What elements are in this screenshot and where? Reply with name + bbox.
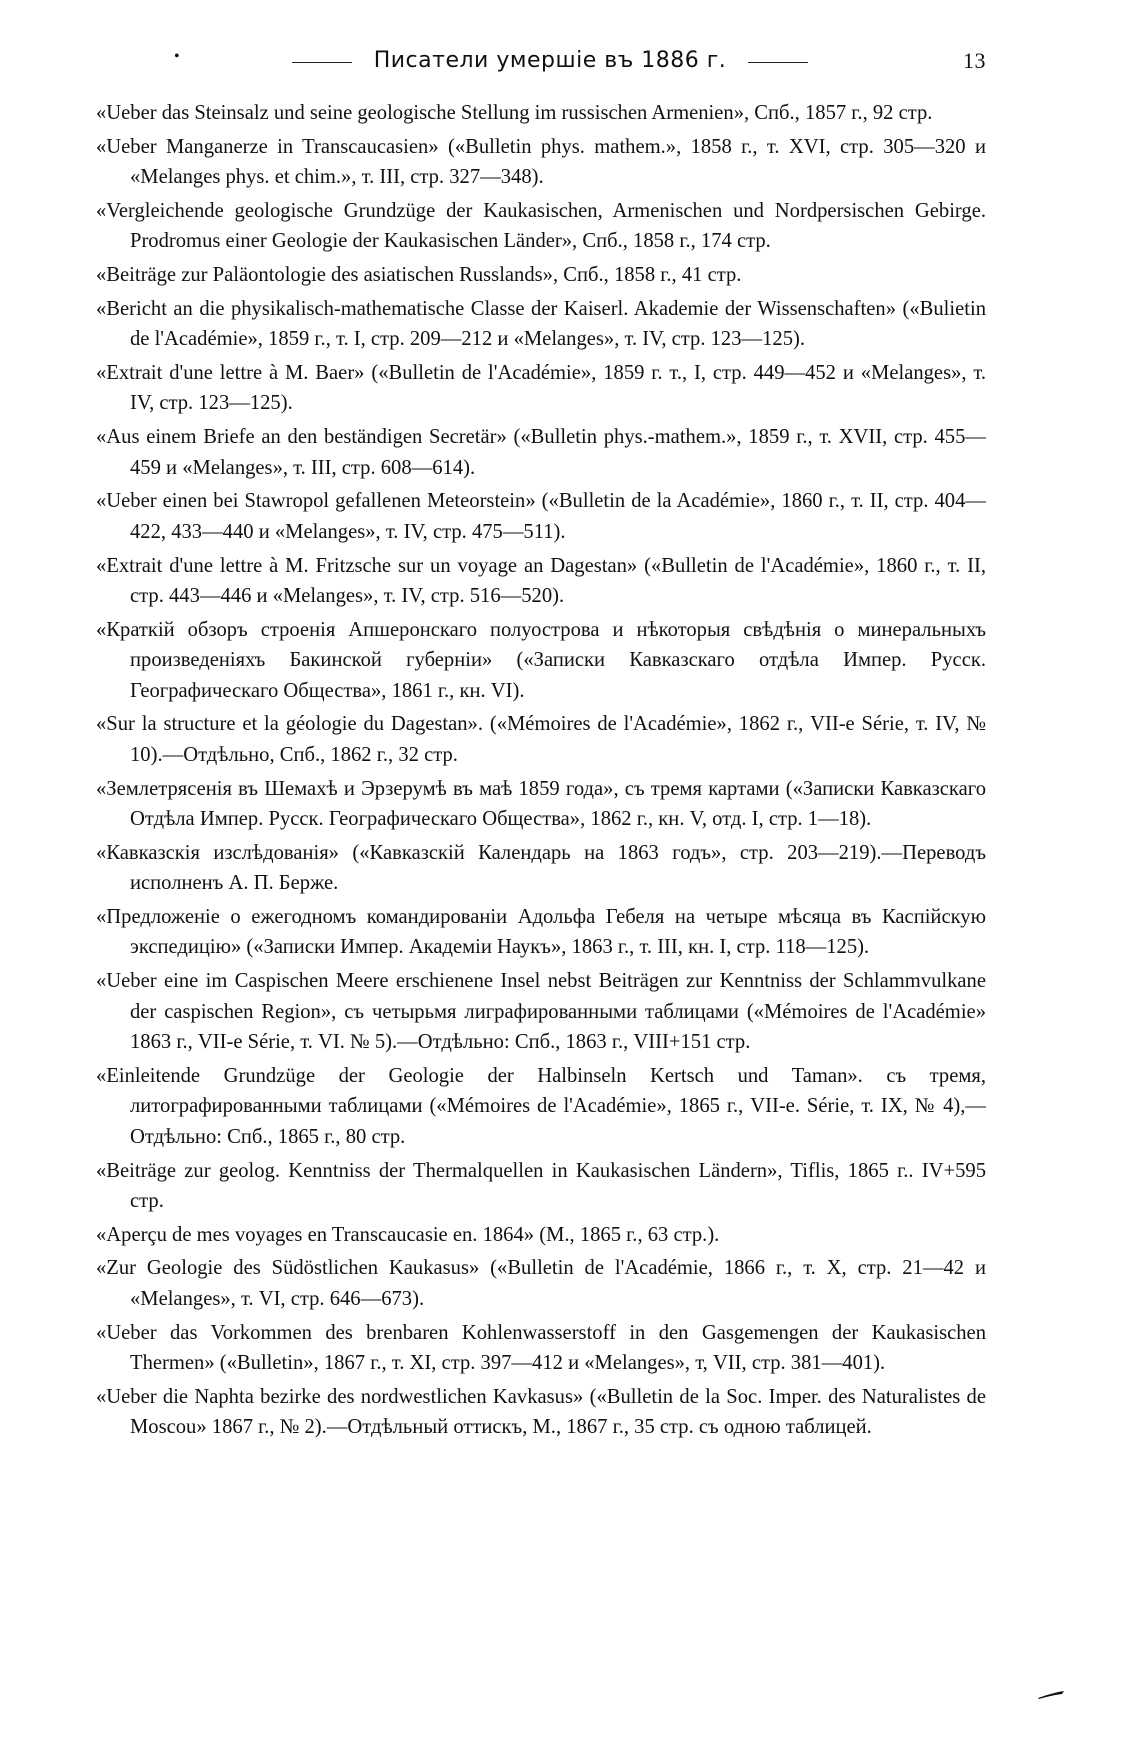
ink-mark [1036,1690,1066,1700]
bibliography-entry: «Ueber einen bei Stawropol gefallenen Meteorstein» («Bulletin de la Académie», 1860 г., т. II, стр. 404—422, 433—440 и «Melanges», т. IV, стр. 475—511). [96,490,986,543]
bibliography-entry: «Vergleichende geologische Grundzüge der Kaukasischen, Armenischen und Nordpersischen Gebirge. Prodromus einer Geologie der Kaukasischen Länder», Спб., 1858 г., 174 стр. [96,199,986,253]
bibliography-entry: «Einleitende Grundzüge der Geologie der Halbinseln Kertsch und Taman». съ тремя, литографированными таблицами («Mémoires de l'Académie», 1865 г., VII-e. Série, т. IX, № 4),—Отдѣльно: Спб., 1865 г., 80 стр. [96,1064,986,1148]
bibliography-entry: «Beiträge zur Paläontologie des asiatischen Russlands», Спб., 1858 г., 41 стр. [96,264,742,287]
bibliography-entry: «Ueber das Vorkommen des brenbaren Kohlenwasserstoff in den Gasgemengen der Kaukasischen Thermen» («Bulletin», 1867 г., т. XI, стр. 397—412 и «Melanges», т, VII, стр. 381—401). [96,1321,986,1375]
header-rule-right [748,62,808,63]
bibliography-entry: «Ueber die Naphta bezirke des nordwestlichen Kavkasus» («Bulletin de la Soc. Imper. des Naturalistes de Moscou» 1867 г., № 2).—Отдѣльный оттискъ, M., 1867 г., 35 стр. съ одною таблицей. [96,1385,986,1439]
bibliography-entry: «Aperçu de mes voyages en Transcaucasie en. 1864» (M., 1865 г., 63 стр.). [96,1223,720,1246]
bibliography-entry: «Предложеніе о ежегодномъ командированіи Адольфа Гебеля на четыре мѣсяца въ Каспійскую экспедицію» («Записки Импер. Академіи Наукъ», 1863 г., т. III, кн. I, стр. 118—125). [96,905,986,959]
bibliography-entry: «Extrait d'une lettre à M. Baer» («Bulletin de l'Académie», 1859 г. т., I, стр. 449—452 и «Melanges», т. IV, стр. 123—125). [96,361,986,415]
page-number: 13 [963,48,986,73]
bibliography-entry: «Extrait d'une lettre à M. Fritzsche sur un voyage an Dagestan» («Bulletin de l'Académie», 1860 г., т. II, стр. 443—446 и «Melanges», т. IV, стр. 516—520). [96,554,986,607]
bibliography-entry: «Кавказскія изслѣдованія» («Кавказскій Календарь на 1863 годъ», стр. 203—219).—Переводъ исполненъ А. П. Берже. [96,841,986,895]
bibliography-entry: «Ueber Manganerze in Transcaucasien» («Bulletin phys. mathem.», 1858 г., т. XVI, стр. 305—320 и «Melanges phys. et chim.», т. III, стр. 327—348). [96,135,986,189]
header-rule-left [292,62,352,63]
bibliography-entry: «Ueber das Steinsalz und seine geologische Stellung im russischen Armenien», Спб., 1857 г., 92 стр. [96,102,933,124]
bibliography-entry: «Bericht an die physikalisch-mathematische Classe der Kaiserl. Akademie der Wissenschaften» («Bulietin de l'Académie», 1859 г., т. I, стр. 209—212 и «Melanges», т. IV, стр. 123—125). [96,297,986,351]
bibliography-entry: «Краткій обзоръ строенія Апшеронскаго полуострова и нѣкоторыя свѣдѣнія о минеральныхъ произведеніяхъ Бакинской губерніи» («Записки Кавказскаго отдѣла Импер. Русск. Географическаго Общества», 1861 г., кн. VI). [96,618,986,702]
header-mark: • [174,48,181,65]
bibliography-entry: «Zur Geologie des Südöstlichen Kaukasus» («Bulletin de l'Académie, 1866 г., т. X, стр. 21—42 и «Melanges», т. VI, стр. 646—673). [96,1257,986,1310]
running-title: Писатели умершіе въ 1886 г. [373,48,727,73]
bibliography-list [96,98,986,1446]
bibliography-entry: «Ueber eine im Caspischen Meere erschienene Insel nebst Beiträgen zur Kenntniss der Schlammvulkane der caspischen Region», съ четырьмя лиграфированными таблицами («Mémoires de l'Académie» 1863 г., VII-e Série, т. VI. № 5).—Отдѣльно: Спб., 1863 г., VIII+151 стр. [96,970,986,1054]
running-header [96,44,986,84]
bibliography-entry: «Aus einem Briefe an den beständigen Secretär» («Bulletin phys.-mathem.», 1859 г., т. XVII, стр. 455—459 и «Melanges», т. III, стр. 608—614). [96,426,986,479]
bibliography-entry: «Beiträge zur geolog. Kenntniss der Thermalquellen in Kaukasischen Ländern», Tiflis, 1865 г.. IV+595 стр. [96,1159,986,1212]
bibliography-entry: «Sur la structure et la géologie du Dagestan». («Mémoires de l'Académie», 1862 г., VII-e Série, т. IV, № 10).—Отдѣльно, Спб., 1862 г., 32 стр. [96,713,986,766]
bibliography-entry: «Землетрясенія въ Шемахѣ и Эрзерумѣ въ маѣ 1859 года», съ тремя картами («Записки Кавказскаго Отдѣла Импер. Русск. Географическаго Общества», 1862 г., кн. V, отд. I, стр. 1—18). [96,777,986,831]
